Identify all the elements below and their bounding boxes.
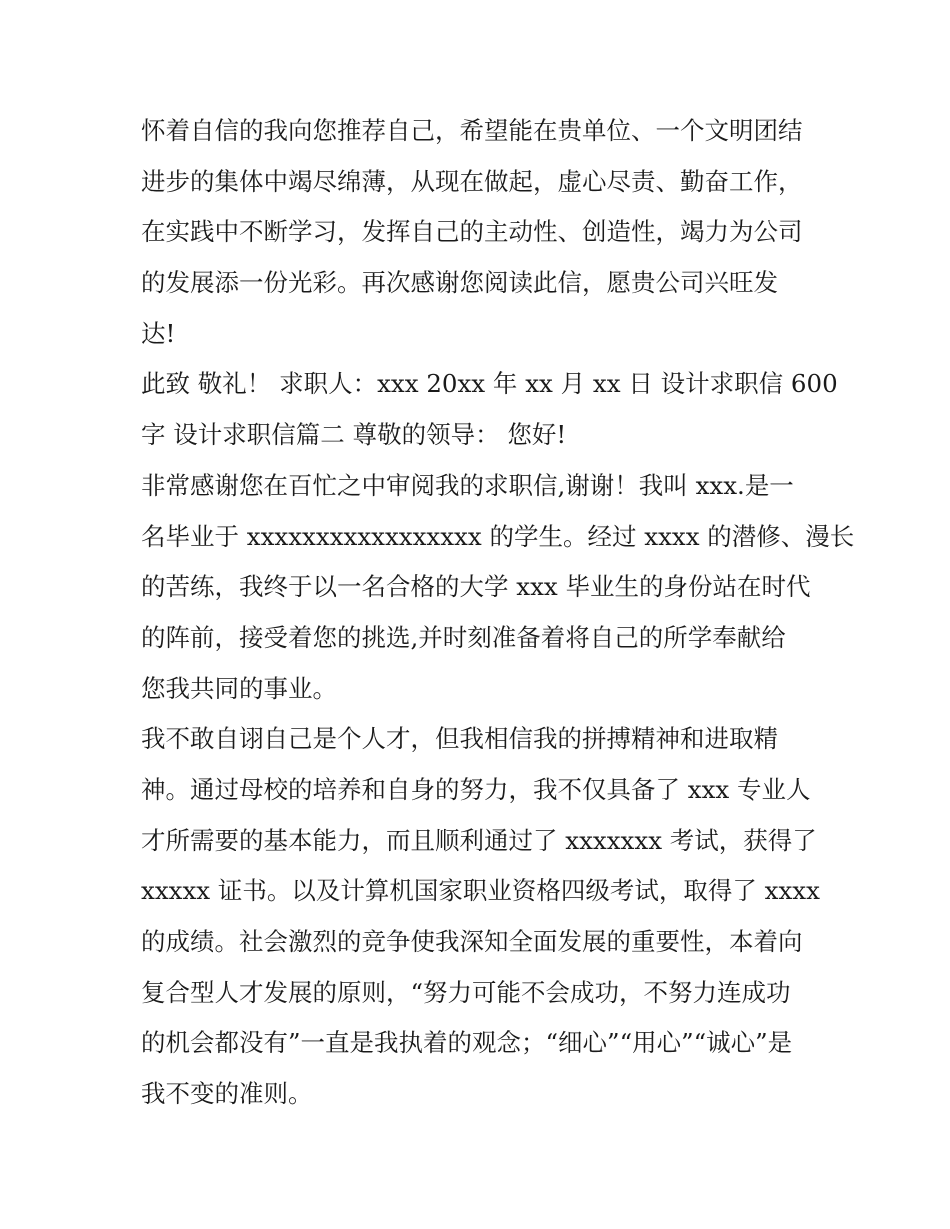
text-line: 我不敢自诩自己是个人才，但我相信我的拼搏精神和进取精 (141, 724, 778, 754)
text-line: 达! (141, 318, 176, 348)
text-line: 非常感谢您在百忙之中审阅我的求职信,谢谢！我叫 xxx.是一 (141, 470, 794, 500)
text-line: 才所需要的基本能力，而且顺利通过了 xxxxxxx 考试，获得了 (141, 825, 817, 855)
text-line: 怀着自信的我向您推荐自己，希望能在贵单位、一个文明团结 (141, 116, 803, 145)
text-line: 的成绩。社会激烈的竞争使我深知全面发展的重要性，本着向 (141, 927, 803, 956)
text-line: 您我共同的事业。 (141, 673, 337, 703)
text-line: 的阵前，接受着您的挑选,并时刻准备着将自己的所学奉献给 (141, 622, 786, 652)
text-line: 此致 敬礼！ 求职人：xxx 20xx 年 xx 月 xx 日 设计求职信 600 (141, 369, 838, 399)
text-line: 的发展添一份光彩。再次感谢您阅读此信，愿贵公司兴旺发 (141, 268, 778, 298)
text-line: 在实践中不断学习，发挥自己的主动性、创造性，竭力为公司 (141, 217, 803, 247)
text-line: 字 设计求职信篇二 尊敬的领导： 您好! (141, 420, 567, 450)
letter-body (141, 106, 855, 1120)
text-line: 的苦练，我终于以一名合格的大学 xxx 毕业生的身份站在时代 (141, 572, 811, 602)
text-line: 复合型人才发展的原则，“努力可能不会成功，不努力连成功 (141, 977, 791, 1007)
text-line: 的机会都没有”一直是我执着的观念；“细心”“用心”“诚心”是 (141, 1028, 793, 1058)
text-line: xxxxx 证书。以及计算机国家职业资格四级考试，取得了 xxxx (141, 876, 820, 906)
text-line: 进步的集体中竭尽绵薄，从现在做起，虚心尽责、勤奋工作， (141, 166, 803, 196)
text-line: 我不变的准则。 (141, 1079, 313, 1109)
text-line: 名毕业于 xxxxxxxxxxxxxxxxx 的学生。经过 xxxx 的潜修、漫长 (141, 521, 855, 551)
text-line: 神。通过母校的培养和自身的努力，我不仅具备了 xxx 专业人 (141, 774, 811, 804)
